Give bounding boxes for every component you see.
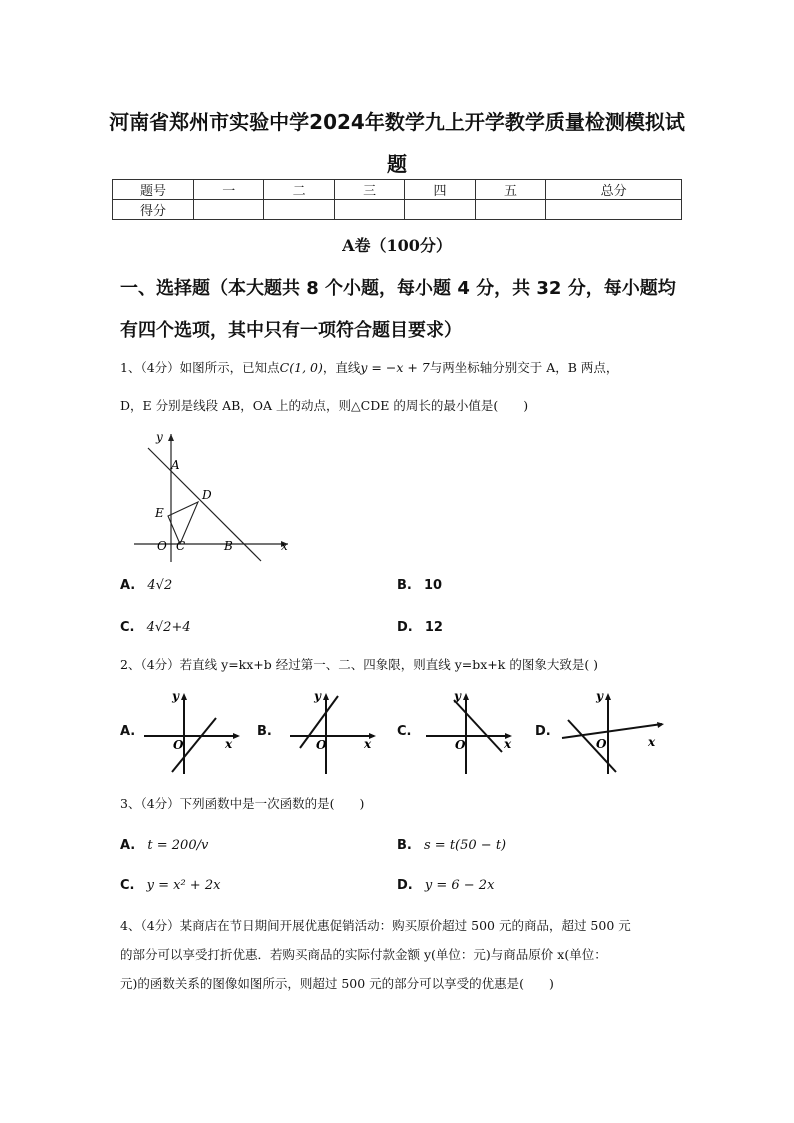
option-label: C. xyxy=(120,620,135,635)
table-cell: 五 xyxy=(475,180,545,200)
document-title-line2: 题 xyxy=(387,152,407,176)
q2-graph-a[interactable] xyxy=(142,688,244,776)
q1-option-c[interactable] xyxy=(120,620,191,635)
q2-graph-c[interactable] xyxy=(422,688,524,776)
axis-label-y: y xyxy=(596,689,603,703)
q3-option-d[interactable] xyxy=(397,878,494,893)
option-label: B. xyxy=(397,578,412,593)
table-cell: 三 xyxy=(334,180,404,200)
axis-label-o: O xyxy=(173,738,184,752)
option-text: 4√2 xyxy=(147,578,173,593)
q3-option-b[interactable] xyxy=(397,838,506,853)
option-text: 10 xyxy=(424,578,443,593)
question-1-line1 xyxy=(120,359,618,377)
q1-text-a: 1、（4分）如图所示，已知点 xyxy=(120,360,280,375)
q1-option-a[interactable] xyxy=(120,578,172,593)
q1-figure xyxy=(128,428,298,568)
q2-graph-d[interactable] xyxy=(560,688,670,776)
section-heading-line2: 有四个选项，其中只有一项符合题目要求） xyxy=(120,320,462,341)
option-label: C. xyxy=(120,878,135,893)
table-cell: 二 xyxy=(264,180,334,200)
score-table xyxy=(112,179,682,220)
label-e: E xyxy=(155,506,164,520)
option-label: D. xyxy=(397,620,413,635)
q1-option-d[interactable] xyxy=(397,620,443,635)
section-heading-line1: 一、选择题（本大题共 8 个小题，每小题 4 分，共 32 分，每小题均 xyxy=(120,278,676,299)
q2-option-d-label[interactable]: D. xyxy=(535,724,551,739)
score-table-header-row xyxy=(113,180,682,200)
option-text: 12 xyxy=(424,620,443,635)
question-4-line2: 的部分可以享受打折优惠．若购买商品的实际付款金额 y(单位：元)与商品原价 x(单位： xyxy=(120,947,607,962)
question-3-text: 3、（4分）下列函数中是一次函数的是( ) xyxy=(120,796,365,811)
q1-point-c: C(1, 0) xyxy=(279,360,323,375)
table-cell: 题号 xyxy=(113,180,194,200)
question-2-text: 2、（4分）若直线 y=kx+b 经过第一、二、四象限，则直线 y=bx+k 的图象大致是( ) xyxy=(120,657,599,672)
question-4-line3: 元)的函数关系的图像如图所示，则超过 500 元的部分可以享受的优惠是( ) xyxy=(120,976,554,991)
q2-graph-b[interactable] xyxy=(282,688,384,776)
score-input-cell[interactable] xyxy=(475,200,545,220)
option-text: 4√2+4 xyxy=(146,620,191,635)
option-label: B. xyxy=(397,838,412,853)
y-axis-arrow xyxy=(168,434,174,441)
score-input-cell[interactable] xyxy=(334,200,404,220)
table-cell: 一 xyxy=(194,180,264,200)
score-table-score-row xyxy=(113,200,682,220)
label-d: D xyxy=(202,488,212,502)
q1-text-b: ，直线 xyxy=(322,360,361,375)
axis-label-o: O xyxy=(316,738,327,752)
label-a: A xyxy=(171,458,180,472)
q2-option-b-label[interactable]: B. xyxy=(257,724,272,739)
axis-label-y: y xyxy=(314,689,321,703)
label-x: x xyxy=(281,539,288,553)
option-label: D. xyxy=(397,878,413,893)
q3-option-a[interactable] xyxy=(120,838,208,853)
label-o: O xyxy=(157,539,167,553)
table-cell: 总分 xyxy=(546,180,682,200)
score-input-cell[interactable] xyxy=(194,200,264,220)
option-text: s = t(50 − t) xyxy=(424,838,507,853)
score-input-cell[interactable] xyxy=(405,200,475,220)
volume-heading: A卷（100分） xyxy=(342,236,452,255)
q1-line-equation: y = −x + 7 xyxy=(360,360,430,375)
q2-option-c-label[interactable]: C. xyxy=(397,724,412,739)
question-4-line1: 4、（4分）某商店在节日期间开展优惠促销活动：购买原价超过 500 元的商品，超过 500 元 xyxy=(120,918,631,933)
axis-label-x: x xyxy=(504,737,512,751)
score-input-cell[interactable] xyxy=(546,200,682,220)
option-label: A. xyxy=(120,578,136,593)
table-cell: 得分 xyxy=(113,200,194,220)
axis-label-o: O xyxy=(596,737,607,751)
option-text: y = 6 − 2x xyxy=(424,878,495,893)
label-c: C xyxy=(176,539,186,553)
label-b: B xyxy=(224,539,233,553)
option-text: t = 200/v xyxy=(147,838,209,853)
axis-label-y: y xyxy=(172,689,179,703)
question-1-line2: D，E 分别是线段 AB，OA 上的动点，则△CDE 的周长的最小值是( ) xyxy=(120,398,529,413)
option-text: y = x² + 2x xyxy=(146,878,221,893)
q3-option-c[interactable] xyxy=(120,878,220,893)
axis-label-o: O xyxy=(455,738,466,752)
document-title-line1: 河南省郑州市实验中学2024年数学九上开学教学质量检测模拟试 xyxy=(109,110,685,134)
axis-label-x: x xyxy=(225,737,233,751)
q1-option-b[interactable] xyxy=(397,578,442,593)
label-y: y xyxy=(156,430,163,444)
table-cell: 四 xyxy=(405,180,475,200)
q2-option-a-label[interactable]: A. xyxy=(120,724,136,739)
q1-text-c: 与两坐标轴分别交于 A，B 两点， xyxy=(429,360,619,375)
axis-label-x: x xyxy=(648,735,656,749)
axis-label-y: y xyxy=(454,689,461,703)
triangle-cde xyxy=(168,502,198,544)
option-label: A. xyxy=(120,838,136,853)
score-input-cell[interactable] xyxy=(264,200,334,220)
axis-label-x: x xyxy=(364,737,372,751)
